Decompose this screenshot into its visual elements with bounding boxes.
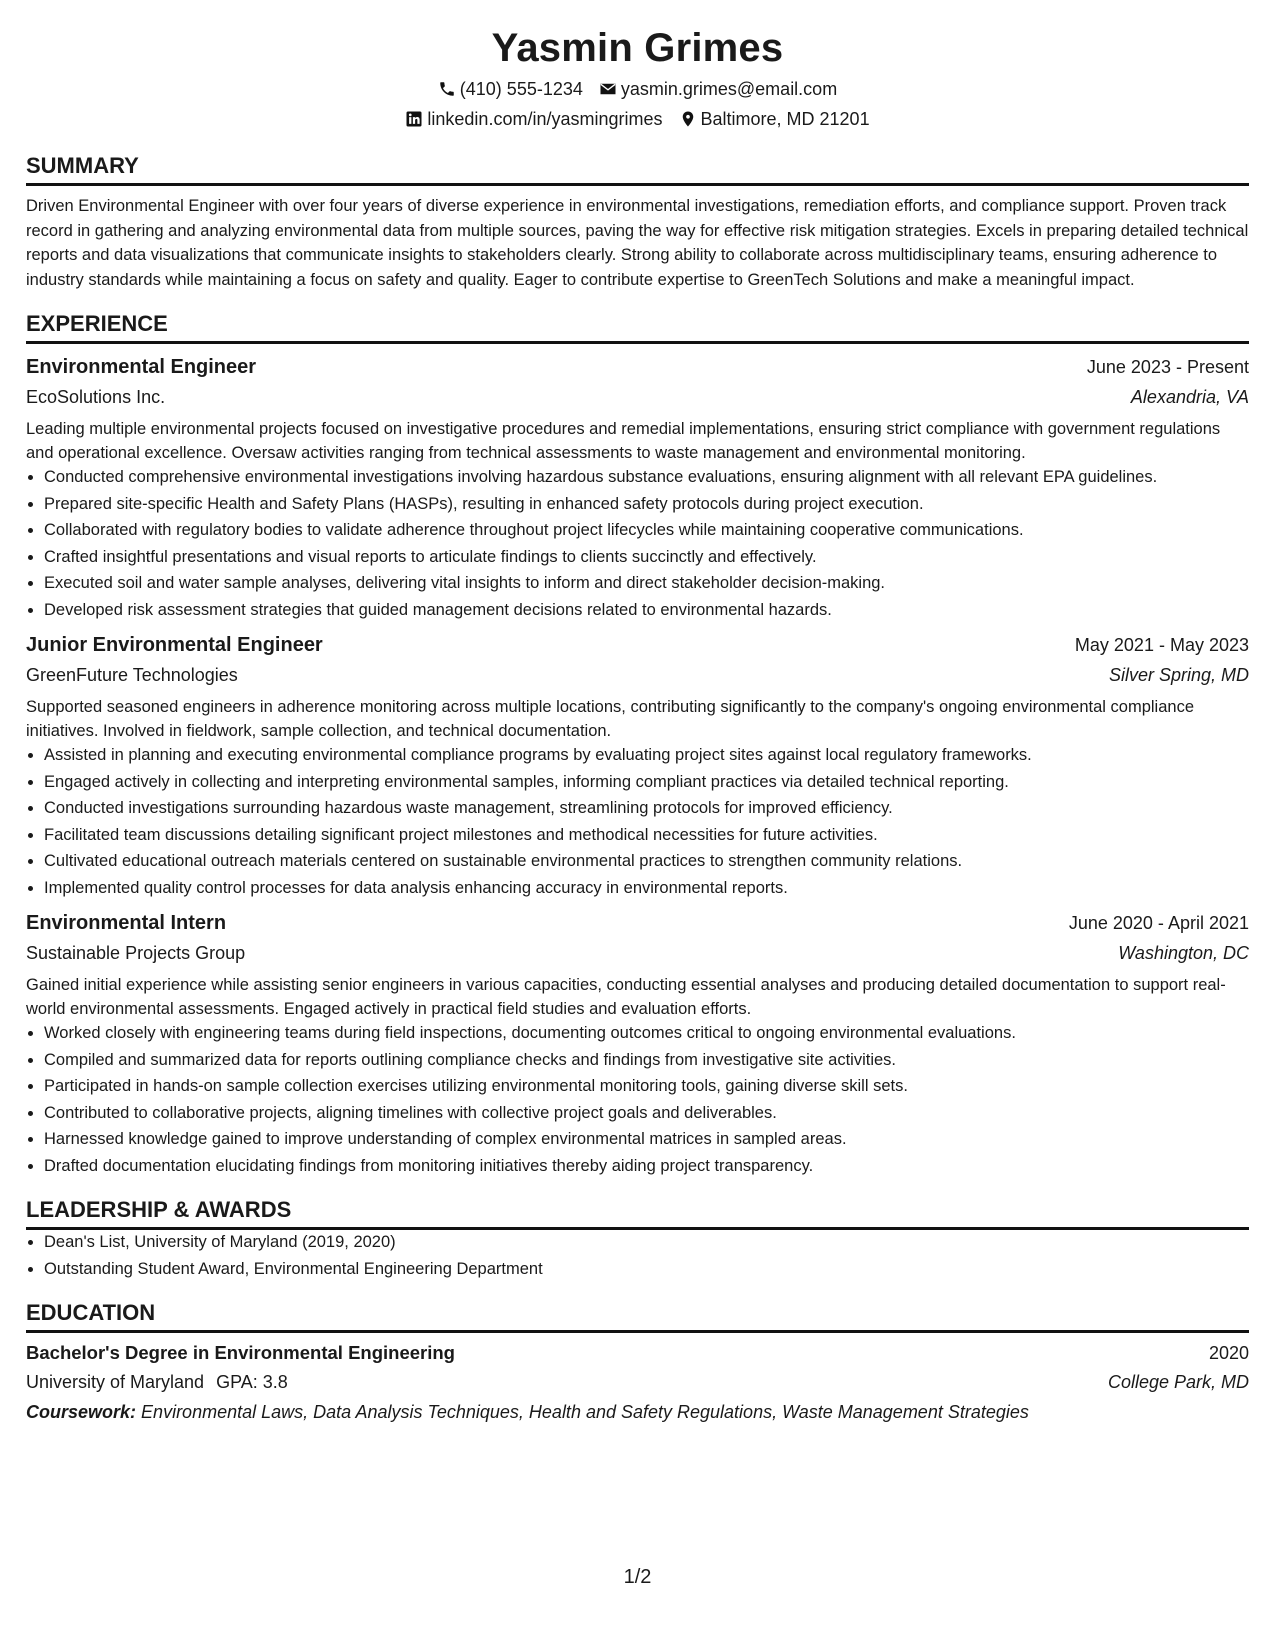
job-entry <box>26 630 1249 900</box>
job-location: Alexandria, VA <box>1130 387 1249 407</box>
job-bullets <box>26 744 1249 900</box>
summary-section <box>26 152 1249 292</box>
job-dates: June 2020 - April 2021 <box>1068 913 1249 933</box>
list-item: • Compiled and summarized data for reports outlining compliance checks and findings from investigative site activities. <box>44 1049 1249 1073</box>
list-item: • Executed soil and water sample analyses, delivering vital insights to inform and direct stakeholder decision-making. <box>44 572 1249 596</box>
list-item: • Cultivated educational outreach materials centered on sustainable environmental practices to strengthen community relations. <box>44 850 1249 874</box>
school-name: University of Maryland <box>26 1372 205 1392</box>
gpa: GPA: 3.8 <box>216 1372 288 1392</box>
job-dates: May 2021 - May 2023 <box>1074 635 1249 655</box>
envelope-icon <box>599 80 617 98</box>
list-item: • Assisted in planning and executing environmental compliance programs by evaluating project sites against local regulatory frameworks. <box>44 744 1249 768</box>
contact-row-primary <box>26 74 1249 104</box>
school-info <box>26 1368 288 1396</box>
job-company-row <box>26 938 1249 968</box>
map-pin-icon <box>679 110 697 128</box>
linkedin-url: linkedin.com/in/yasmingrimes <box>427 109 663 129</box>
degree-title: Bachelor's Degree in Environmental Engineering <box>26 1342 455 1363</box>
list-item: • Drafted documentation elucidating findings from monitoring initiatives thereby aiding project transparency. <box>44 1155 1249 1179</box>
page-number: 1/2 <box>623 1566 652 1588</box>
job-header-row <box>26 352 1249 382</box>
job-description: Supported seasoned engineers in adherence monitoring across multiple locations, contributing significantly to the company's ongoing environmental compliance initiatives. Involved in fieldwork, sample collection, and technical documentation. <box>26 698 1195 740</box>
job-location: Silver Spring, MD <box>1108 665 1249 685</box>
list-item: • Contributed to collaborative projects, aligning timelines with collective project goals and deliverables. <box>44 1102 1249 1126</box>
coursework-label: Coursework: <box>26 1402 137 1422</box>
education-degree-row <box>26 1339 1249 1367</box>
list-item: • Outstanding Student Award, Environmental Engineering Department <box>44 1258 1249 1282</box>
job-company: EcoSolutions Inc. <box>26 387 166 407</box>
list-item: • Participated in hands-on sample collection exercises utilizing environmental monitoring tools, gaining diverse skill sets. <box>44 1075 1249 1099</box>
job-header-row <box>26 908 1249 938</box>
experience-heading: EXPERIENCE <box>26 310 1249 344</box>
list-item: • Worked closely with engineering teams during field inspections, documenting outcomes critical to ongoing environmental evaluations. <box>44 1022 1249 1046</box>
list-item: • Harnessed knowledge gained to improve understanding of complex environmental matrices in sampled areas. <box>44 1128 1249 1152</box>
awards-list <box>26 1231 1249 1281</box>
summary-heading: SUMMARY <box>26 152 1249 186</box>
job-entry <box>26 908 1249 1178</box>
job-company-row <box>26 382 1249 412</box>
resume-header <box>26 22 1249 134</box>
coursework-list: Environmental Laws, Data Analysis Techniques, Health and Safety Regulations, Waste Management Strategies <box>141 1402 1029 1422</box>
education-heading: EDUCATION <box>26 1299 1249 1333</box>
list-item: • Facilitated team discussions detailing significant project milestones and methodical necessities for future activities. <box>44 824 1249 848</box>
job-description: Leading multiple environmental projects focused on investigative procedures and remedial implementations, ensuring strict compliance with government regulations and operational excellence. Oversaw activities ranging from technical assessments to waste management and environmental monitoring. <box>26 420 1221 462</box>
list-item: • Dean's List, University of Maryland (2019, 2020) <box>44 1231 1249 1255</box>
job-header-row <box>26 630 1249 660</box>
job-company: GreenFuture Technologies <box>26 665 238 685</box>
contact-email[interactable] <box>599 74 837 104</box>
graduation-year: 2020 <box>1208 1343 1249 1363</box>
contact-row-secondary <box>26 104 1249 134</box>
phone-number: (410) 555-1234 <box>459 79 583 99</box>
list-item: • Crafted insightful presentations and visual reports to articulate findings to clients succinctly and effectively. <box>44 546 1249 570</box>
contact-location <box>679 104 870 134</box>
home-location: Baltimore, MD 21201 <box>700 109 870 129</box>
list-item: • Engaged actively in collecting and interpreting environmental samples, informing compliant practices via detailed technical reporting. <box>44 771 1249 795</box>
list-item: • Prepared site-specific Health and Safety Plans (HASPs), resulting in enhanced safety protocols during project execution. <box>44 493 1249 517</box>
job-entry <box>26 352 1249 622</box>
summary-text: Driven Environmental Engineer with over four years of diverse experience in environmental investigations, remediation efforts, and compliance support. Proven track record in gathering and analyzing environmental data from multiple sources, paving the way for effective risk mitigation strategies. Excels in preparing detailed technical reports and data visualizations that communicate insights to stakeholders clearly. Strong ability to collaborate across multidisciplinary teams, ensuring adherence to industry standards while maintaining a focus on safety and quality. Eager to contribute expertise to GreenTech Solutions and make a meaningful impact. <box>26 197 1249 289</box>
school-location: College Park, MD <box>1107 1372 1249 1392</box>
coursework <box>26 1397 1249 1427</box>
candidate-name: Yasmin Grimes <box>491 26 784 70</box>
email-address: yasmin.grimes@email.com <box>620 79 838 99</box>
linkedin-icon <box>405 110 423 128</box>
job-title: Environmental Engineer <box>26 356 257 378</box>
list-item: • Conducted comprehensive environmental investigations involving hazardous substance evaluations, ensuring alignment with all relevant EPA guidelines. <box>44 466 1249 490</box>
contact-phone[interactable] <box>438 74 583 104</box>
job-company: Sustainable Projects Group <box>26 943 246 963</box>
education-school-row <box>26 1367 1249 1397</box>
job-bullets <box>26 1022 1249 1178</box>
job-title: Junior Environmental Engineer <box>26 634 323 656</box>
job-dates: June 2023 - Present <box>1086 357 1249 377</box>
list-item: • Conducted investigations surrounding hazardous waste management, streamlining protocols for improved efficiency. <box>44 797 1249 821</box>
job-description: Gained initial experience while assisting senior engineers in various capacities, conducting essential analyses and producing detailed documentation to support real-world environmental assessments. Engaged actively in practical field studies and evaluation efforts. <box>26 976 1226 1018</box>
education-section <box>26 1299 1249 1427</box>
awards-heading: LEADERSHIP & AWARDS <box>26 1196 1249 1230</box>
job-title: Environmental Intern <box>26 912 227 934</box>
contact-linkedin[interactable] <box>405 104 662 134</box>
job-location: Washington, DC <box>1118 943 1249 963</box>
job-company-row <box>26 660 1249 690</box>
list-item: • Developed risk assessment strategies that guided management decisions related to environmental hazards. <box>44 599 1249 623</box>
list-item: • Collaborated with regulatory bodies to validate adherence throughout project lifecycles while maintaining cooperative communications. <box>44 519 1249 543</box>
job-bullets <box>26 466 1249 622</box>
experience-section <box>26 310 1249 1178</box>
phone-icon <box>438 80 456 98</box>
awards-section <box>26 1196 1249 1281</box>
list-item: • Implemented quality control processes for data analysis enhancing accuracy in environmental reports. <box>44 877 1249 901</box>
